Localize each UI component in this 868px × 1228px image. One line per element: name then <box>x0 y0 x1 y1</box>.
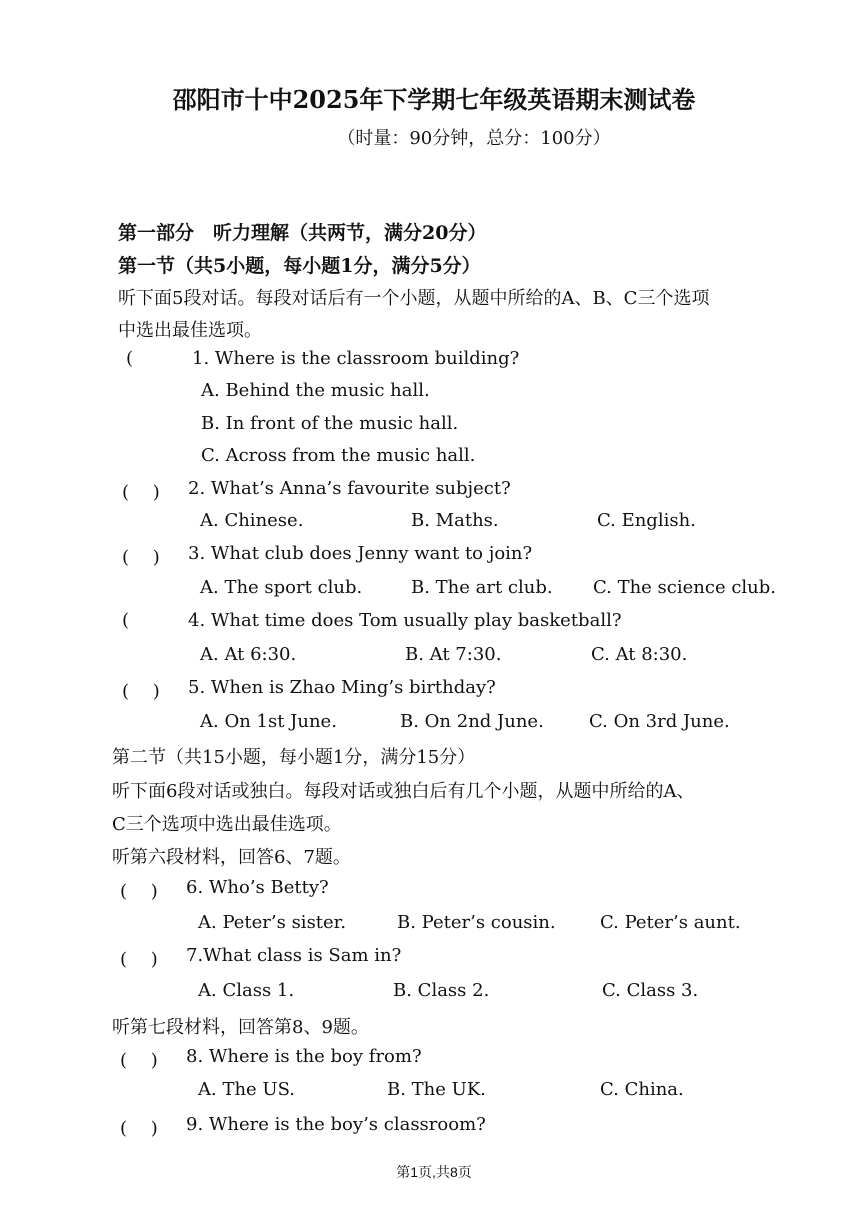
section1-instruction-line1: 听下面5段对话。每段对话后有一个小题，从题中所给的A、B、C三个选项 <box>118 288 710 309</box>
q5-option-a: A. On 1st June. <box>200 711 337 732</box>
answer-bracket: ( ) <box>120 1050 158 1071</box>
section1-instruction-line2: 中选出最佳选项。 <box>118 320 262 341</box>
material-7-instruction: 听第七段材料，回答第8、9题。 <box>112 1017 369 1038</box>
answer-bracket: ( ) <box>122 681 160 702</box>
answer-bracket: ( <box>126 348 134 369</box>
q1-option-a: A. Behind the music hall. <box>201 380 430 401</box>
section1-heading: 第一节（共5小题，每小题1分，满分5分） <box>118 255 481 277</box>
section2-heading: 第二节（共15小题，每小题1分，满分15分） <box>112 747 476 768</box>
q1-option-c: C. Across from the music hall. <box>201 445 476 466</box>
q5-option-c: C. On 3rd June. <box>589 711 730 732</box>
q4-option-c: C. At 8:30. <box>591 644 688 665</box>
q3-option-c: C. The science club. <box>593 577 776 598</box>
question-4: 4. What time does Tom usually play basketball? <box>188 610 622 631</box>
q2-option-c: C. English. <box>597 510 696 531</box>
question-2: 2. What’s Anna’s favourite subject? <box>188 478 511 499</box>
answer-bracket: ( <box>122 610 130 631</box>
q8-option-b: B. The UK. <box>387 1079 486 1100</box>
material-6-instruction: 听第六段材料，回答6、7题。 <box>112 847 351 868</box>
q6-option-c: C. Peter’s aunt. <box>600 912 741 933</box>
question-3: 3. What club does Jenny want to join? <box>188 543 533 564</box>
q8-option-c: C. China. <box>600 1079 684 1100</box>
page-number: 第1页,共8页 <box>396 1164 472 1180</box>
q6-option-a: A. Peter’s sister. <box>198 912 347 933</box>
q4-option-a: A. At 6:30. <box>200 644 297 665</box>
q2-option-b: B. Maths. <box>411 510 499 531</box>
answer-bracket: ( ) <box>120 949 158 970</box>
exam-meta: （时量：90分钟，总分：100分） <box>337 128 611 149</box>
question-6: 6. Who’s Betty? <box>186 877 329 898</box>
q4-option-b: B. At 7:30. <box>405 644 502 665</box>
page-title: 邵阳市十中2025年下学期七年级英语期末测试卷 <box>172 85 696 114</box>
part1-heading: 第一部分 听力理解（共两节，满分20分） <box>118 222 487 244</box>
q1-option-b: B. In front of the music hall. <box>201 413 459 434</box>
q7-option-a: A. Class 1. <box>198 980 295 1001</box>
question-9: 9. Where is the boy’s classroom? <box>186 1114 486 1135</box>
q3-option-a: A. The sport club. <box>200 577 363 598</box>
question-1: 1. Where is the classroom building? <box>192 348 520 369</box>
question-5: 5. When is Zhao Ming’s birthday? <box>188 677 496 698</box>
q3-option-b: B. The art club. <box>411 577 553 598</box>
q6-option-b: B. Peter’s cousin. <box>397 912 556 933</box>
question-8: 8. Where is the boy from? <box>186 1046 422 1067</box>
answer-bracket: ( ) <box>120 1118 158 1139</box>
q5-option-b: B. On 2nd June. <box>400 711 544 732</box>
q2-option-a: A. Chinese. <box>200 510 304 531</box>
q7-option-c: C. Class 3. <box>602 980 699 1001</box>
answer-bracket: ( ) <box>122 547 160 568</box>
section2-instruction-line1: 听下面6段对话或独白。每段对话或独白后有几个小题，从题中所给的A、 <box>112 781 695 802</box>
answer-bracket: ( ) <box>122 482 160 503</box>
answer-bracket: ( ) <box>120 881 158 902</box>
q8-option-a: A. The US. <box>198 1079 295 1100</box>
section2-instruction-line2: C三个选项中选出最佳选项。 <box>112 814 342 835</box>
q7-option-b: B. Class 2. <box>393 980 490 1001</box>
question-7: 7.What class is Sam in? <box>186 945 402 966</box>
